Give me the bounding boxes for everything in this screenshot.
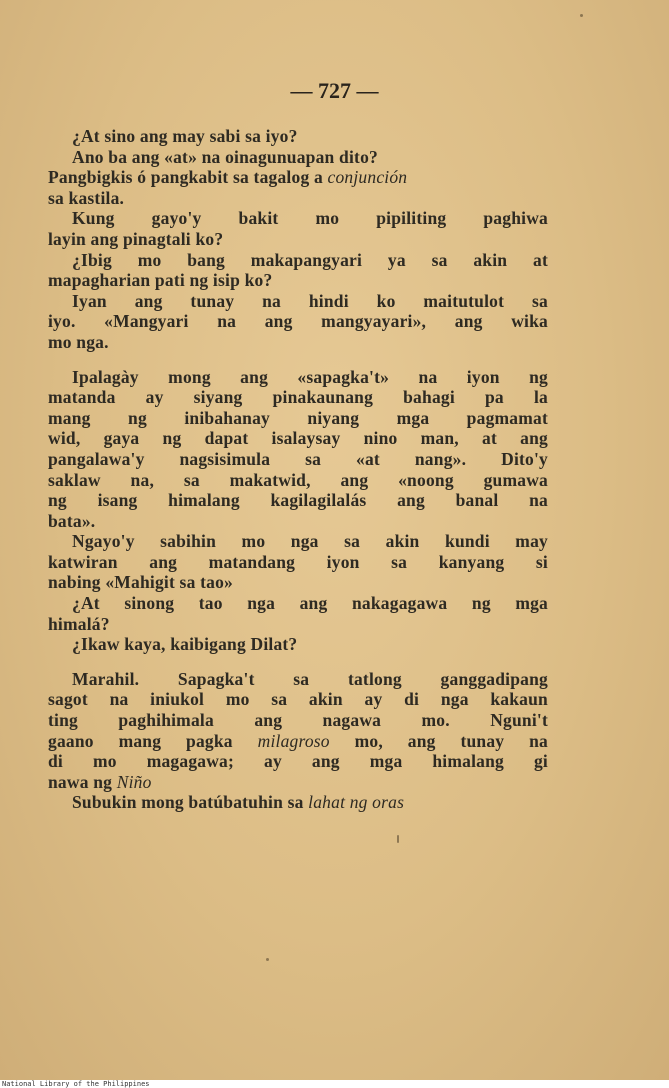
text-line	[48, 689, 548, 710]
text-line	[48, 428, 548, 449]
text-line-content: himalá?	[48, 613, 110, 634]
text-line-continuation: mo, ang tunay na	[329, 730, 548, 751]
paragraph-gap	[48, 655, 548, 669]
text-line	[48, 470, 548, 491]
text-line	[48, 126, 548, 147]
text-line-content: mapagharian pati ng isip ko?	[48, 270, 273, 291]
italic-word: lahat ng oras	[308, 792, 405, 813]
italic-word: milagroso	[257, 730, 330, 751]
paragraph-gap	[48, 353, 548, 367]
text-line-content: Kung gayo'y bakit mo pipiliting paghiwa	[72, 208, 548, 229]
text-line	[48, 208, 548, 229]
text-line-content: saklaw na, sa makatwid, ang «noong gumawa	[48, 469, 548, 490]
text-line	[48, 449, 548, 470]
text-line-content: gaano mang pagka	[48, 730, 258, 751]
paper-speck	[397, 835, 399, 843]
text-line-content: iyo. «Mangyari na ang mangyayari», ang wika	[48, 311, 548, 332]
text-line	[48, 731, 548, 752]
text-line	[48, 147, 548, 168]
text-line	[48, 792, 548, 813]
text-line-content: nawa ng	[48, 771, 117, 792]
text-line-content: di mo magagawa; ay ang mga himalang gi	[48, 751, 548, 772]
text-line	[48, 634, 548, 655]
italic-word: Niño	[116, 771, 152, 792]
text-line	[48, 229, 548, 250]
text-line	[48, 188, 548, 209]
text-line-content: pangalawa'y nagsisimula sa «at nang». Dito'y	[48, 448, 548, 469]
text-line-content: sa kastila.	[48, 187, 125, 208]
text-line	[48, 772, 548, 793]
text-line-content: ¿Ikaw kaya, kaibigang Dilat?	[72, 634, 298, 655]
text-line	[48, 408, 548, 429]
text-line-content: ¿At sino ang may sabi sa iyo?	[72, 126, 298, 146]
italic-word: conjunción	[327, 167, 408, 188]
page-body-text	[48, 126, 548, 813]
text-line	[48, 332, 548, 353]
text-line	[48, 751, 548, 772]
text-line-content: ¿Ibig mo bang makapangyari ya sa akin at	[72, 249, 548, 270]
text-line-content: layin ang pinagtali ko?	[48, 228, 224, 249]
text-line	[48, 311, 548, 332]
text-line-content: Subukin mong batúbatuhin sa	[72, 792, 309, 813]
text-line	[48, 490, 548, 511]
text-line	[48, 250, 548, 271]
text-line-content: nabing «Mahigit sa tao»	[48, 572, 233, 593]
text-line-content: ting paghihimala ang nagawa mo. Nguni't	[48, 710, 548, 731]
text-line-content: mo nga.	[48, 331, 109, 352]
text-line-content: matanda ay siyang pinakaunang bahagi pa la	[48, 387, 548, 408]
text-line-content: sagot na iniukol mo sa akin ay di nga kakaun	[48, 689, 548, 710]
text-line	[48, 511, 548, 532]
text-line-content: bata».	[48, 510, 96, 531]
text-line-content: Ano ba ang «at» na oinagunuapan dito?	[72, 146, 378, 167]
library-credit: National Library of the Philippines	[0, 1080, 669, 1088]
page-number: — 727 —	[290, 78, 379, 103]
text-line	[48, 572, 548, 593]
text-line-content: wid, gaya ng dapat isalaysay nino man, at ang	[48, 428, 548, 449]
text-line-content: katwiran ang matandang iyon sa kanyang si	[48, 551, 548, 572]
text-line	[48, 291, 548, 312]
text-line	[48, 387, 548, 408]
text-line-content: mang ng inibahanay niyang mga pagmamat	[48, 407, 548, 428]
text-line	[48, 531, 548, 552]
text-line-content: Ngayo'y sabihin mo nga sa akin kundi may	[72, 531, 548, 552]
text-line	[48, 167, 548, 188]
text-line-content: Iyan ang tunay na hindi ko maitutulot sa	[72, 290, 548, 311]
text-line	[48, 669, 548, 690]
text-line-content: Ipalagày mong ang «sapagka't» na iyon ng	[72, 366, 548, 387]
text-line-content: ¿At sinong tao nga ang nakagagawa ng mga	[72, 593, 548, 614]
text-line	[48, 367, 548, 388]
text-line	[48, 552, 548, 573]
text-line	[48, 710, 548, 731]
paper-speck	[580, 14, 583, 17]
text-line	[48, 593, 548, 614]
text-line-content: ng isang himalang kagilagilalás ang banal na	[48, 490, 548, 511]
text-line-content: Marahil. Sapagka't sa tatlong ganggadipang	[72, 668, 548, 689]
paper-speck	[266, 958, 269, 961]
text-line	[48, 614, 548, 635]
text-line-content: Pangbigkis ó pangkabit sa tagalog a	[48, 167, 328, 188]
text-line	[48, 270, 548, 291]
